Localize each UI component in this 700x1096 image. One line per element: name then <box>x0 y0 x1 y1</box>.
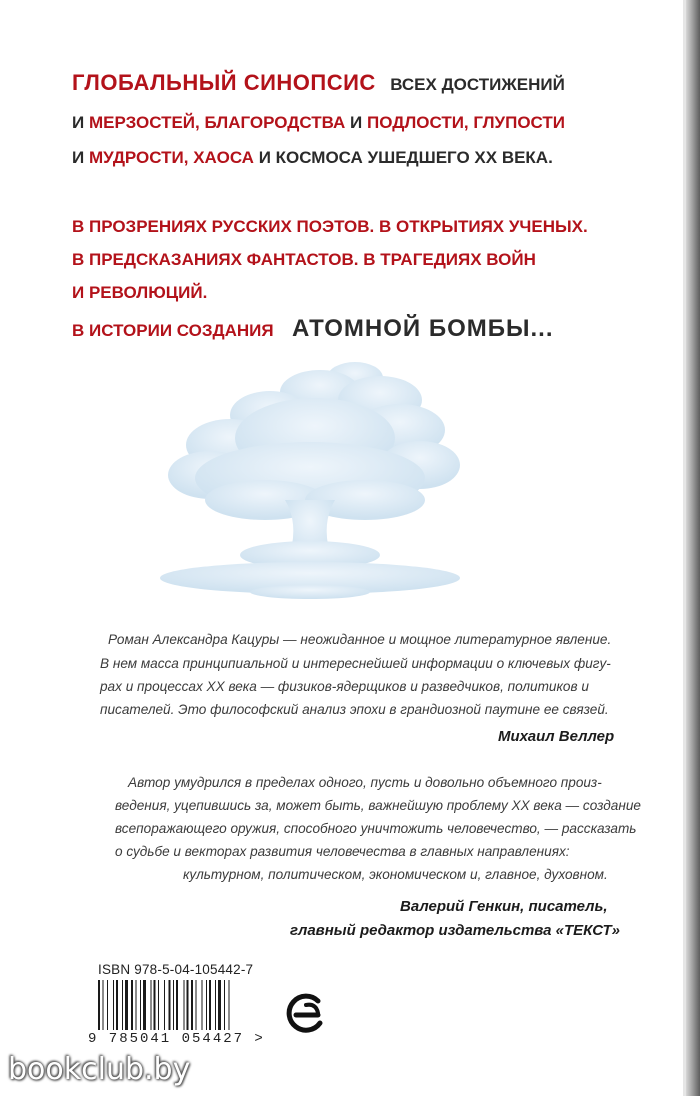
barcode-bar <box>229 980 230 1030</box>
barcode-bar <box>103 980 104 1030</box>
barcode-bar <box>151 980 152 1030</box>
barcode-bar <box>164 980 165 1030</box>
quote2-line: Автор умудрился в пределах одного, пусть и довольно объемного произ- <box>128 775 602 790</box>
quote1-line: писателей. Это философский анализ эпохи в грандиозной паутине ее связей. <box>100 702 609 717</box>
barcode-bar <box>215 980 216 1030</box>
barcode-bar <box>218 980 221 1030</box>
quote2-author-line-1: Валерий Генкин, писатель, <box>400 898 608 915</box>
barcode-digits: 9 785041 054427 > <box>88 1031 265 1047</box>
quote2-line: культурном, политическом, экономическом и, главное, духовном. <box>183 867 608 882</box>
barcode-bar <box>206 980 207 1030</box>
barcode-bar <box>187 980 189 1030</box>
eksmo-logo-icon <box>278 985 334 1041</box>
barcode-bar <box>176 980 178 1030</box>
barcode-bar <box>107 980 108 1030</box>
blurb-line-1 <box>72 70 565 96</box>
isbn-label: ISBN 978-5-04-105442-7 <box>98 962 254 977</box>
quote2-author-line-2: главный редактор издательства «ТЕКСТ» <box>290 922 620 939</box>
quote1-line: В нем масса принципиальной и интереснейшей информации о ключевых фигу- <box>100 656 611 671</box>
barcode-bar <box>169 980 171 1030</box>
quote2-line: всепоражающего оружия, способного уничтожить человечество, — рассказать <box>115 821 637 836</box>
barcode-bar <box>131 980 133 1030</box>
barcode-bar <box>125 980 128 1030</box>
blurb-para2-line-1: В ПРОЗРЕНИЯХ РУССКИХ ПОЭТОВ. В ОТКРЫТИЯХ УЧЕНЫХ. <box>72 217 588 236</box>
barcode-bar <box>158 980 159 1030</box>
quote2-line: о судьбе и векторах развития человечества в главных направлениях: <box>115 844 570 859</box>
barcode-bar <box>191 980 193 1030</box>
quote1-line: рах и процессах XX века — физиков-ядерщиков и разведчиков, политиков и <box>100 679 589 694</box>
blurb-headline: ГЛОБАЛЬНЫЙ СИНОПСИС <box>72 70 376 95</box>
barcode-bar <box>196 980 197 1030</box>
barcode-bar <box>173 980 174 1030</box>
barcode-bar <box>209 980 211 1030</box>
blurb-atomic-bomb: АТОМНОЙ БОМБЫ... <box>292 315 554 342</box>
barcode-bar <box>136 980 137 1030</box>
barcode <box>98 980 270 1038</box>
barcode-bar <box>140 980 141 1030</box>
barcode-bar <box>224 980 225 1030</box>
barcode-bar <box>113 980 114 1030</box>
barcode-bar <box>143 980 146 1030</box>
barcode-bar <box>202 980 203 1030</box>
mushroom-cloud-illustration <box>150 360 470 610</box>
mushroom-cloud-icon <box>150 360 470 610</box>
blurb-line-2: И МЕРЗОСТЕЙ, БЛАГОРОДСТВА И ПОДЛОСТИ, ГЛУПОСТИ <box>72 113 566 132</box>
blurb-para2-line-3: И РЕВОЛЮЦИЙ. <box>72 283 208 302</box>
quote2-line: ведения, уцепившись за, может быть, важнейшую проблему XX века — создание <box>115 798 641 813</box>
barcode-bar <box>98 980 100 1030</box>
book-spine-edge <box>686 0 700 1096</box>
barcode-bar <box>154 980 156 1030</box>
blurb-headline-rest: ВСЕХ ДОСТИЖЕНИЙ <box>390 75 565 94</box>
barcode-bar <box>122 980 123 1030</box>
quote1-line: Роман Александра Кацуры — неожиданное и мощное литературное явление. <box>108 632 612 647</box>
quote1-author: Михаил Веллер <box>498 728 615 745</box>
barcode-bar <box>184 980 185 1030</box>
barcode-bar <box>116 980 118 1030</box>
site-watermark: bookclub.by <box>8 1052 191 1087</box>
blurb-para2-line-4: В ИСТОРИИ СОЗДАНИЯ АТОМНОЙ БОМБЫ... <box>72 315 554 342</box>
blurb-line-3: И МУДРОСТИ, ХАОСА И КОСМОСА УШЕДШЕГО XX ВЕКА. <box>72 148 553 167</box>
blurb-para2-line-2: В ПРЕДСКАЗАНИЯХ ФАНТАСТОВ. В ТРАГЕДИЯХ ВОЙН <box>72 250 536 269</box>
